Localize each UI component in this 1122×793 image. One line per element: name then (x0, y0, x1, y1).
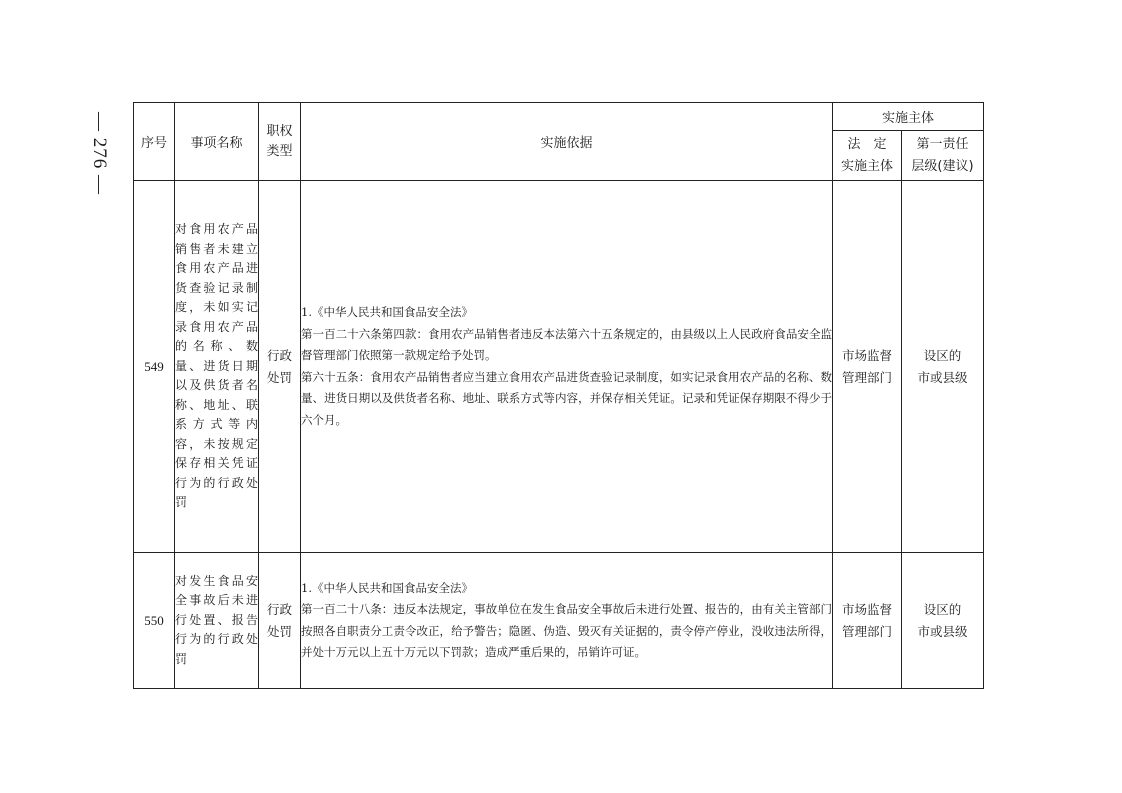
first-level-line2: 市或县级 (917, 623, 968, 639)
first-level-line2: 市或县级 (917, 369, 968, 385)
basis-law-title: 1.《中华人民共和国食品安全法》 (301, 305, 473, 319)
legal-entity-line1: 市场监督 (841, 601, 892, 617)
header-item-name: 事项名称 (175, 103, 259, 181)
header-first-level (902, 131, 984, 181)
header-legal-entity-line1: 法 定 (847, 136, 887, 152)
basis-article: 第六十五条：食用农产品销售者应当建立食用农产品进货查验记录制度，如实记录食用农产品的名称、数量、进货日期以及供货者名称、地址、联系方式等内容，并保存相关凭证。记录和凭证保存期限不得少于六个月。 (301, 369, 832, 427)
row-item-name: 对发生食品安全事故后未进行处置、报告行为的行政处罚 (175, 553, 259, 689)
header-legal-entity (833, 131, 902, 181)
header-implementing-entity: 实施主体 (833, 103, 984, 131)
row-authority-type (259, 181, 301, 553)
row-seq: 549 (134, 181, 175, 553)
header-basis: 实施依据 (301, 103, 833, 181)
first-level-line1: 设区的 (923, 347, 962, 363)
basis-article: 第一百二十六条第四款：食用农产品销售者违反本法第六十五条规定的，由县级以上人民政府食品安全监督管理部门依照第一款规定给予处罚。 (301, 326, 832, 362)
page-number: — 276 — (89, 112, 110, 195)
row-basis (301, 181, 833, 553)
row-legal-entity (833, 181, 902, 553)
first-level-line1: 设区的 (923, 601, 962, 617)
basis-law-title: 1.《中华人民共和国食品安全法》 (301, 580, 473, 595)
row-type-line1: 行政 (266, 347, 292, 363)
row-type-line2: 处罚 (266, 623, 292, 639)
basis-article: 第一百二十八条：违反本法规定，事故单位在发生食品安全事故后未进行处置、报告的，由有关主管部门按照各自职责分工责令改正，给予警告；隐匿、伪造、毁灭有关证据的，责令停产停业，没收违法所得，并处十万元以上五十万元以下罚款；造成严重后果的，吊销许可证。 (301, 602, 832, 659)
header-authority-type-line2: 类型 (266, 143, 293, 159)
legal-entity-line2: 管理部门 (841, 369, 892, 385)
row-type-line1: 行政 (266, 601, 292, 617)
enforcement-items-table (133, 102, 984, 689)
row-basis (301, 553, 833, 689)
row-authority-type (259, 553, 301, 689)
row-type-line2: 处罚 (266, 369, 292, 385)
legal-entity-line2: 管理部门 (841, 623, 892, 639)
table-row (134, 181, 984, 553)
table-row (134, 553, 984, 689)
header-first-level-line1: 第一责任 (916, 136, 969, 152)
header-authority-type (259, 103, 301, 181)
row-item-name: 对食用农产品销售者未建立食用农产品进货查验记录制度，未如实记录食用农产品的名称、数量、进货日期以及供货者名称、地址、联系方式等内容，未按规定保存相关凭证行为的行政处罚 (175, 181, 259, 553)
legal-entity-line1: 市场监督 (841, 347, 892, 363)
row-seq: 550 (134, 553, 175, 689)
header-authority-type-line1: 职权 (266, 123, 293, 139)
header-first-level-line2: 层级(建议) (911, 158, 974, 174)
header-seq: 序号 (134, 103, 175, 181)
row-legal-entity (833, 553, 902, 689)
row-first-level (902, 553, 984, 689)
row-first-level (902, 181, 984, 553)
header-legal-entity-line2: 实施主体 (840, 158, 893, 174)
